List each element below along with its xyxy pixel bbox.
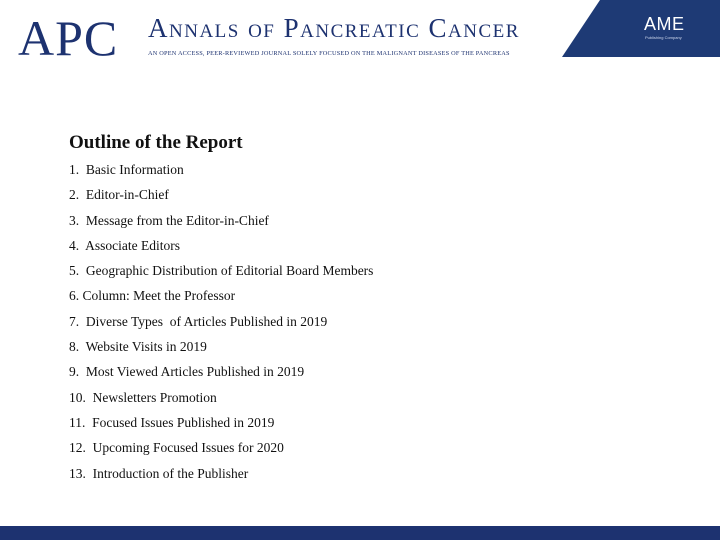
outline-item: 5. Geographic Distribution of Editorial Board Members xyxy=(69,263,374,279)
outline-item: 7. Diverse Types of Articles Published in 2019 xyxy=(69,313,328,329)
outline-item: 8. Website Visits in 2019 xyxy=(69,339,207,355)
footer-bar xyxy=(0,526,720,540)
publisher-banner xyxy=(562,0,720,57)
apc-logo: APC xyxy=(18,10,119,66)
outline-item: 6. Column: Meet the Professor xyxy=(69,288,236,304)
outline-item: 10. Newsletters Promotion xyxy=(69,389,217,405)
outline-item: 9. Most Viewed Articles Published in 2019 xyxy=(69,364,305,380)
outline-item: 3. Message from the Editor-in-Chief xyxy=(69,212,269,228)
outline-item: 13. Introduction of the Publisher xyxy=(69,465,249,481)
journal-header xyxy=(0,0,720,75)
publisher-subtitle: Publishing Company xyxy=(645,35,682,40)
publisher-banner-shape xyxy=(562,0,720,57)
report-outline xyxy=(69,130,669,486)
journal-name: Annals of Pancreatic Cancer xyxy=(148,13,520,43)
outline-item: 4. Associate Editors xyxy=(69,237,180,253)
journal-tagline: AN OPEN ACCESS, PEER-REVIEWED JOURNAL SOLELY FOCUSED ON THE MALIGNANT DISEASES OF THE PANCREAS xyxy=(148,50,510,57)
ame-logo-icon xyxy=(562,0,582,20)
outline-item: 11. Focused Issues Published in 2019 xyxy=(69,414,275,430)
outline-list xyxy=(69,157,669,486)
outline-item: 12. Upcoming Focused Issues for 2020 xyxy=(69,440,284,456)
publisher-logo-text: AME xyxy=(644,14,685,34)
outline-item: 2. Editor-in-Chief xyxy=(69,187,169,203)
outline-item: 1. Basic Information xyxy=(69,162,184,177)
outline-title: Outline of the Report xyxy=(69,132,243,153)
